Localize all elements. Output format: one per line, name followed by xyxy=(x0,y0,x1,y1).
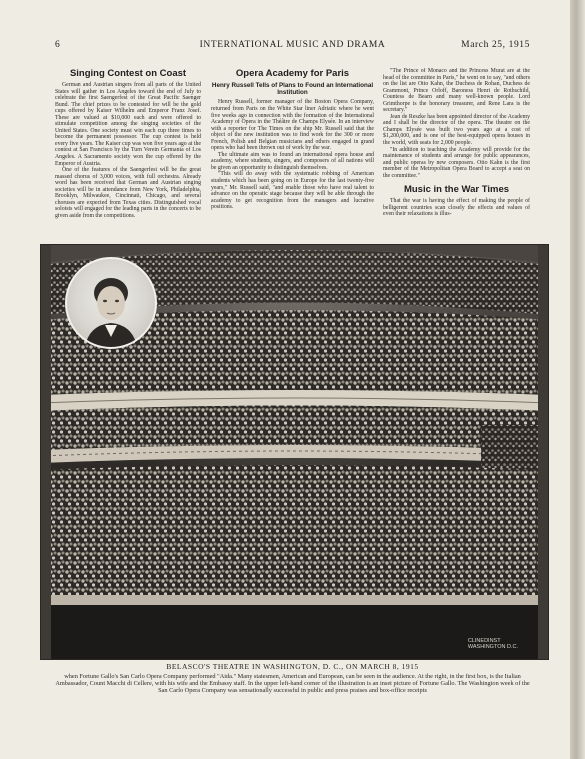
article-continued-column xyxy=(383,68,530,264)
page-number: 6 xyxy=(55,40,61,50)
article-paragraph: The ultimate aim was to found an international opera house and academy, where students, singers, and composers of all nations will be given an opportunity to distinguish themselves. xyxy=(211,151,374,171)
theatre-photograph xyxy=(40,244,549,660)
article-paragraph: One of the features of the Saengerfest will be the great massed chorus of 3,000 voices, with full orchestra. Already word has been received that German and Austrian singing societies will be in attendance from New York, Philadelphia, Brooklyn, Milwaukee, Cincinnati, Chicago, and several choruses are expected from Texas cities. Distinguished vocal soloists will engaged for the leading parts in the concerts to be given aside from the competitions. xyxy=(55,167,201,219)
article-title-war-times: Music in the War Times xyxy=(403,184,510,196)
article-subhead: Henry Russell Tells of Plans to Found an International Institution xyxy=(211,82,374,97)
page-binding-edge xyxy=(570,0,585,759)
article-opera-academy xyxy=(211,68,374,264)
article-paragraph: "In addition to teaching the Academy will provide for the maintenance of students and arrange for public appearances, and public operas by new composers. Otto Kahn is the first member of the Metropolitan Opera Board to accept a seat on the committee." xyxy=(383,146,530,179)
portrait-illustration xyxy=(67,259,155,347)
stamp-line: CLINEDINST xyxy=(467,638,501,644)
article-paragraph: "The Prince of Monaco and the Princess Murat are at the head of the committee in Paris," he went on to say, "and others on the list are Otto Kahn, the Duchess de Rohan, Duchess de Grammont, Prince Orloff, Baroness Henri de Rothschild, Countess de Bearn and many well-known people. Lord Grimthorpe is the honorary treasurer, and Rene Lara is the secretary." xyxy=(383,68,530,114)
photographer-stamp xyxy=(468,638,518,650)
fortune-gallo-portrait xyxy=(65,257,157,349)
article-paragraph: "This will do away with the systematic robbing of American students which has been going on in Europe for the last twenty-five years," Mr. Russell said, "and enable those who have real talent to advance on the operatic stage because they will be able through the academy to get recognition from the managers and lucrative positions. xyxy=(211,171,374,211)
article-paragraph: Henry Russell, former manager of the Boston Opera Company, returned from Paris on the White Star liner Adriatic where he went five weeks ago in connection with the formation of the International Academy of Opera in the Théâtre de Champs Elysée. In an interview with a reporter for The Times on the ship Mr. Russell said that the object of the new institution was to find work for the 300 or more French, Polish and Belgian musicians and others engaged in grand opera who had been thrown out of work by the war. xyxy=(211,99,374,152)
article-paragraph: That the war is having the effect of making the people of belligerent countries scan closely the effects and values of even their relaxations is illus- xyxy=(383,198,530,218)
stamp-line: WASHINGTON D.C. xyxy=(467,644,518,650)
photo-caption-body: when Fortune Gallo's San Carlo Opera Company performed "Aida." Many statesmen, American and European, can be seen in the audience. At the right, in the first box, is the Italian Ambassador, Count Macchi di Cellere, with his wife and the Embassy staff. In the upper left-hand corner of the illustration is an inset picture of Fortune Gallo. The Washington week of the San Carlo Opera Company was sensationally successful in public and press praises and box-office receipts xyxy=(55,673,530,695)
article-paragraph: German and Austrian singers from all parts of the United States will gather in Los Angeles toward the end of July to celebrate the first Saengerfest of the Great Pacific Saenger Bund. The chief prizes to be contested for will be the gold cups offered by Kaiser Wilhelm and Emperor Franz Josef. These are valued at $10,000 each and were offered to stimulate competition among the singing societies of the United States. One society must win each cup three times to become the permanent possessor. The cup contest is held every five years. The Kaiser cup was won five years ago at the contest at San Francisco by the Turn Verein Germania of Los Angeles. A Sacramento society won the cup offered by the Emperor of Austria. xyxy=(55,82,201,167)
article-paragraph: Jean de Reszke has been appointed director of the Academy and I shall be the director of the opera. The theatre on the Champs Elysée was built two years ago at a cost of $1,200,000, and is one of the best-equipped opera houses in the world, with seats for 2,000 people. xyxy=(383,113,530,147)
article-title: Singing Contest on Coast xyxy=(69,68,187,79)
issue-date: March 25, 1915 xyxy=(461,40,530,50)
article-singing-contest xyxy=(55,68,201,264)
photo-caption-title: BELASCO'S THEATRE IN WASHINGTON, D. C., ON MARCH 8, 1915 xyxy=(166,662,419,671)
page-header xyxy=(55,40,530,54)
magazine-title: INTERNATIONAL MUSIC AND DRAMA xyxy=(199,40,386,50)
article-title: Opera Academy for Paris xyxy=(235,68,350,79)
